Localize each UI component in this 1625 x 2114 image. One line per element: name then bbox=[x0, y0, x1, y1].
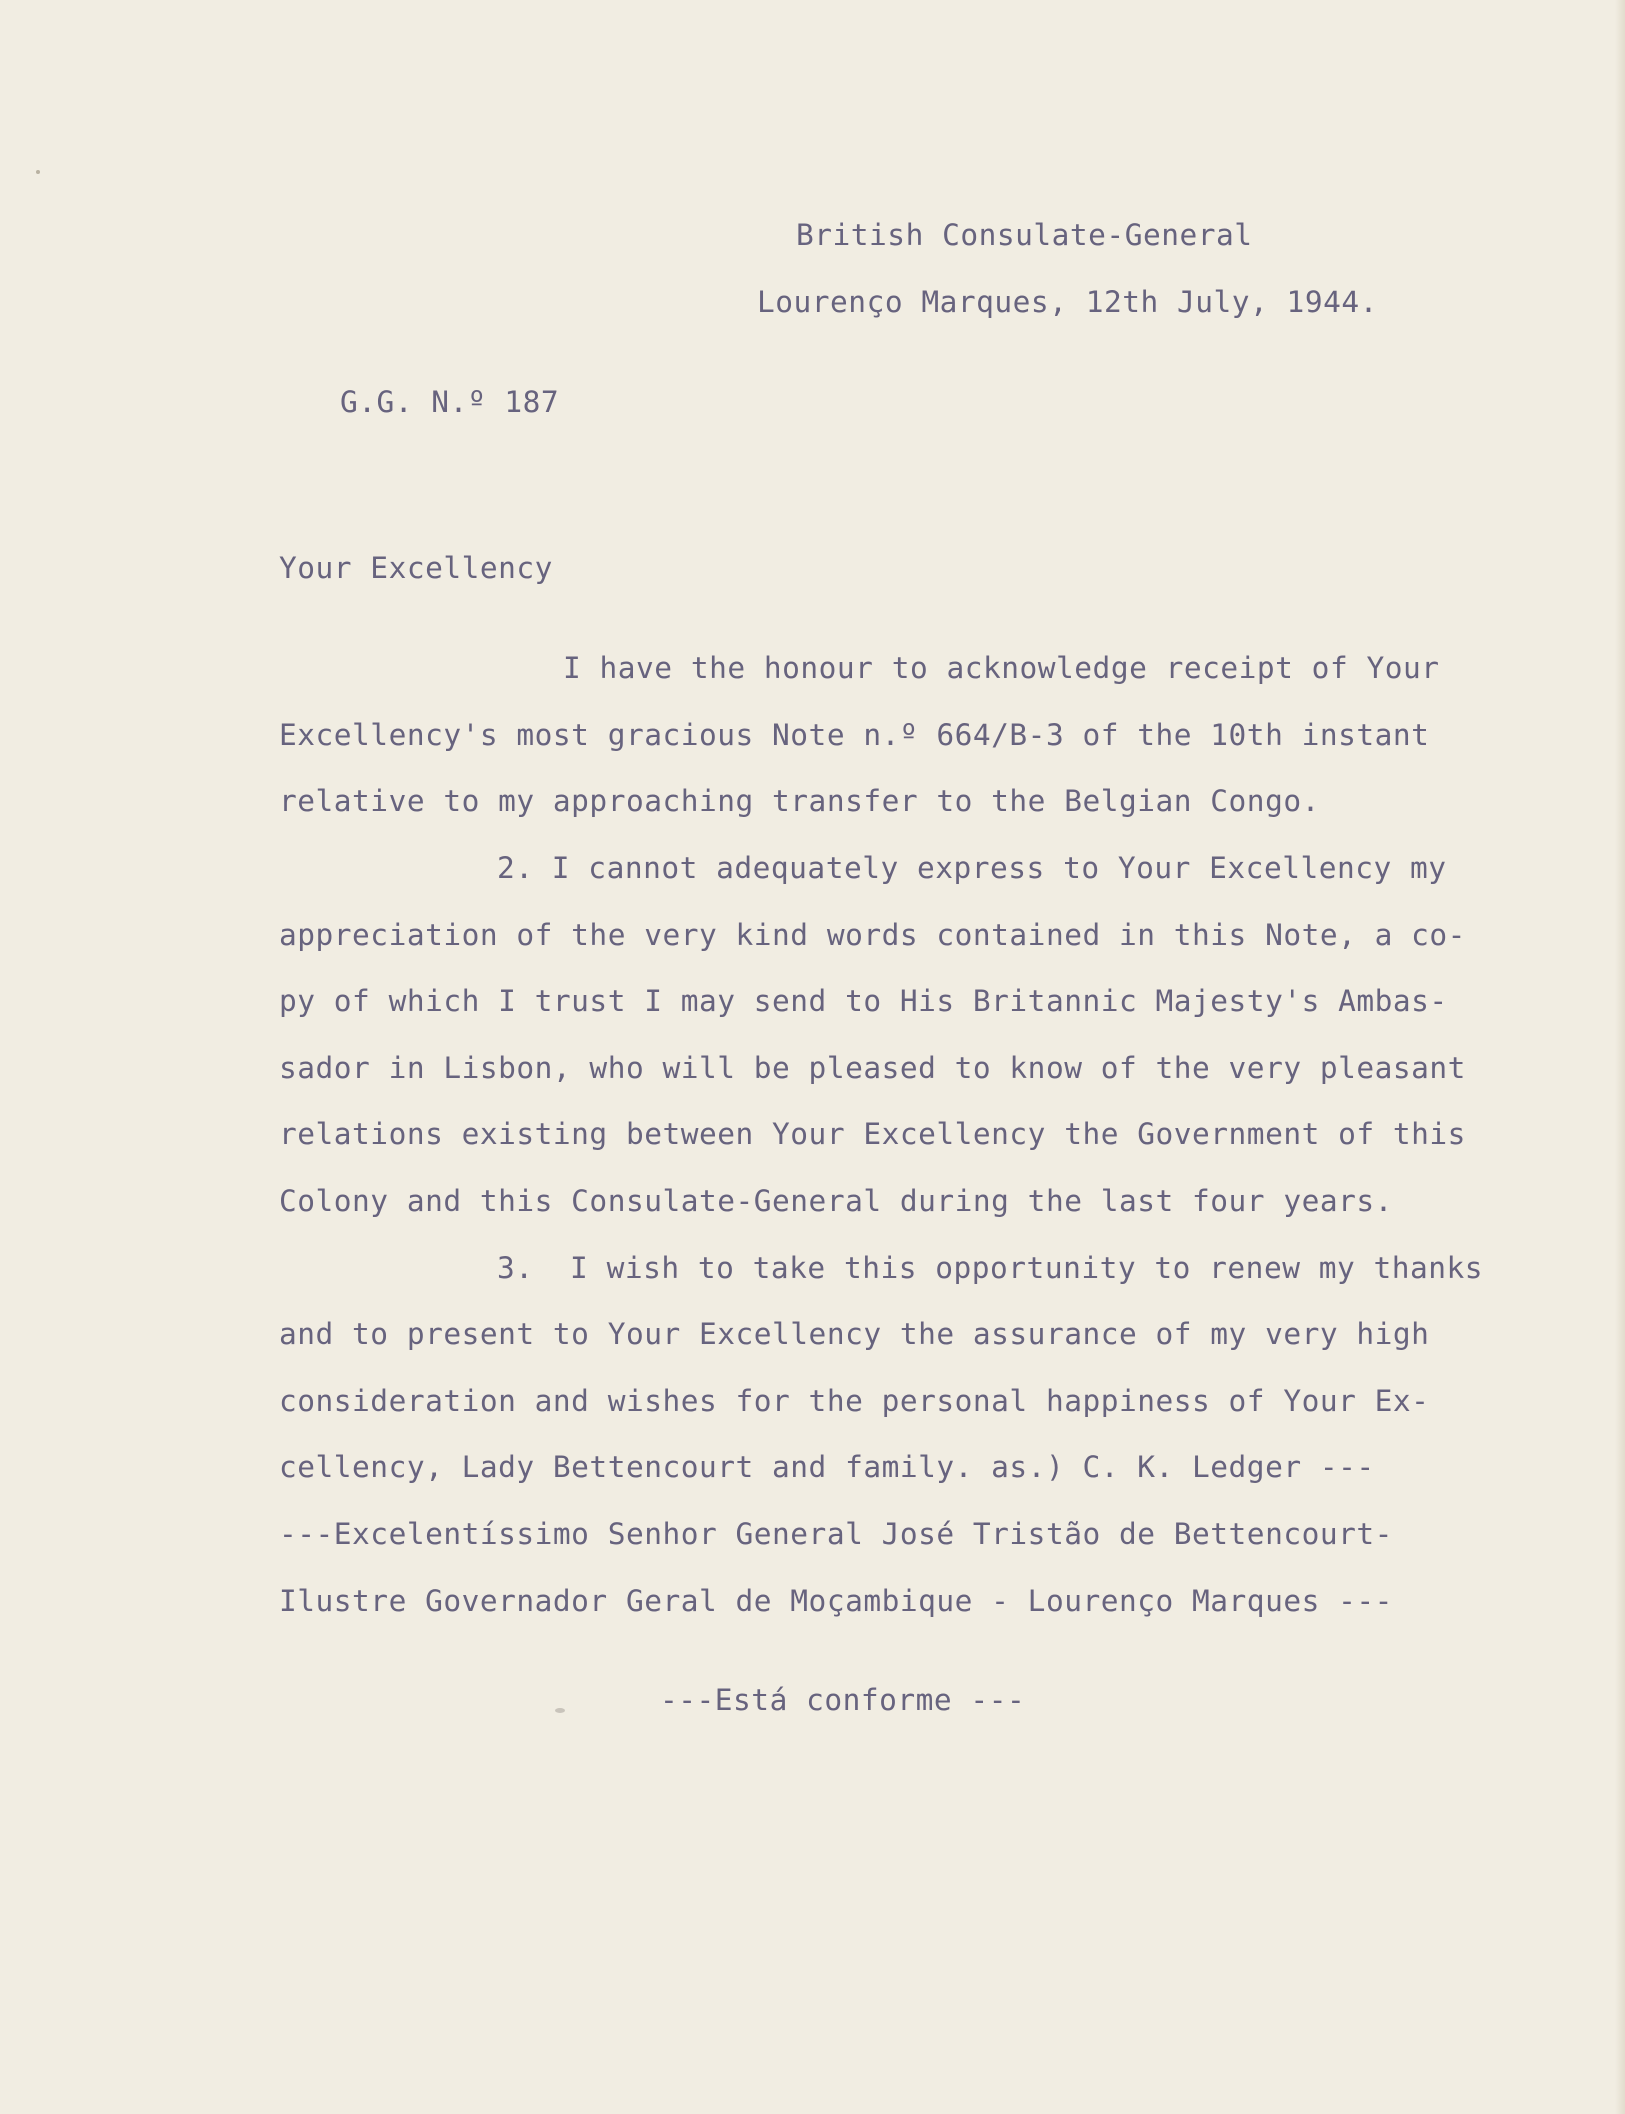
body-line: sador in Lisbon, who will be pleased to know of the very pleasant bbox=[279, 1051, 1466, 1085]
body-line: cellency, Lady Bettencourt and family. as.) C. K. Ledger --- bbox=[279, 1450, 1375, 1484]
body-line: 3. I wish to take this opportunity to renew my thanks bbox=[497, 1251, 1484, 1285]
body-line: Colony and this Consulate-General during the last four years. bbox=[279, 1184, 1393, 1218]
body-line: appreciation of the very kind words contained in this Note, a co- bbox=[279, 918, 1466, 952]
body-line: and to present to Your Excellency the assurance of my very high bbox=[279, 1317, 1430, 1351]
body-line: py of which I trust I may send to His Britannic Majesty's Ambas- bbox=[279, 984, 1448, 1018]
letterhead-place-date: Lourenço Marques, 12th July, 1944. bbox=[757, 285, 1378, 319]
body-line: I have the honour to acknowledge receipt of Your bbox=[563, 651, 1440, 685]
body-line: Excellency's most gracious Note n.º 664/B-3 of the 10th instant bbox=[279, 718, 1430, 752]
reference-number: G.G. N.º 187 bbox=[340, 385, 560, 419]
paper-speck bbox=[36, 170, 40, 174]
body-line: 2. I cannot adequately express to Your Excellency my bbox=[497, 851, 1447, 885]
body-line: consideration and wishes for the personal happiness of Your Ex- bbox=[279, 1384, 1430, 1418]
body-line: Ilustre Governador Geral de Moçambique - Lourenço Marques --- bbox=[279, 1584, 1393, 1618]
salutation: Your Excellency bbox=[279, 551, 553, 585]
letterhead-office: British Consulate-General bbox=[796, 218, 1253, 252]
body-line: relations existing between Your Excellency the Government of this bbox=[279, 1117, 1466, 1151]
paper-speck bbox=[555, 1708, 565, 1713]
closing-line: ---Está conforme --- bbox=[660, 1683, 1026, 1717]
paper-edge bbox=[1615, 0, 1625, 2114]
body-line: ---Excelentíssimo Senhor General José Tristão de Bettencourt- bbox=[279, 1517, 1393, 1551]
body-line: relative to my approaching transfer to the Belgian Congo. bbox=[279, 784, 1320, 818]
